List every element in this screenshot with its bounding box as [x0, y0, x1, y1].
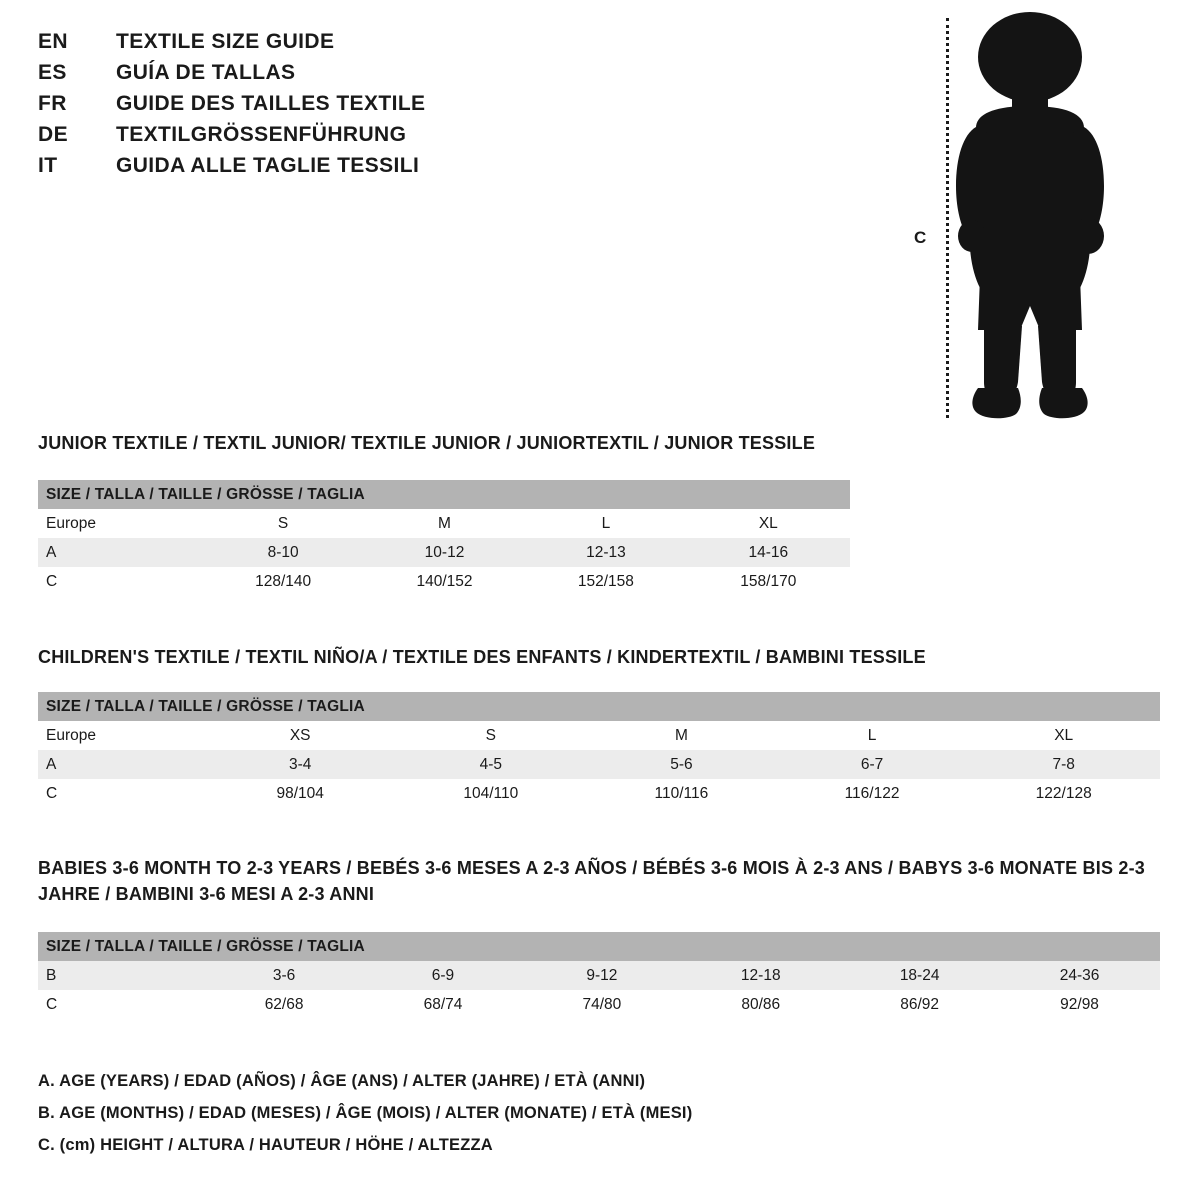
language-title: GUIDA ALLE TAGLIE TESSILI: [116, 154, 420, 177]
table-header-row: [38, 721, 1160, 750]
language-title: TEXTILE SIZE GUIDE: [116, 30, 335, 53]
table-cell: 158/170: [687, 567, 850, 596]
language-title: GUIDE DES TAILLES TEXTILE: [116, 92, 426, 115]
measurement-figure: [900, 10, 1170, 425]
legend-block: [38, 1065, 692, 1162]
table-row: [38, 538, 850, 567]
table-cell: 98/104: [205, 779, 396, 808]
table-row: [38, 567, 850, 596]
row-label: Europe: [38, 721, 205, 750]
legend-line-a: A. AGE (YEARS) / EDAD (AÑOS) / ÂGE (ANS) / ALTER (JAHRE) / ETÀ (ANNI): [38, 1072, 646, 1090]
table-row: [38, 990, 1160, 1019]
legend-line-c: C. (cm) HEIGHT / ALTURA / HAUTEUR / HÖHE / ALTEZZA: [38, 1136, 493, 1155]
table-cell: 74/80: [522, 990, 681, 1019]
table-cell: 12-13: [525, 538, 686, 567]
column-header: S: [395, 721, 586, 750]
table-band-row: [38, 932, 1160, 961]
language-code: FR: [38, 92, 67, 115]
table-cell: 18-24: [840, 961, 999, 990]
row-label: C: [38, 990, 205, 1019]
table-band-row: [38, 480, 850, 509]
children-size-table: [38, 692, 1160, 808]
table-cell: 3-4: [205, 750, 396, 779]
language-code: ES: [38, 61, 67, 84]
child-silhouette-icon: [930, 10, 1130, 425]
table-cell: 110/116: [586, 779, 777, 808]
section-heading-babies: BABIES 3-6 MONTH TO 2-3 YEARS / BEBÉS 3-6 MESES A 2-3 AÑOS / BÉBÉS 3-6 MOIS À 2-3 ANS / BABYS 3-6 MONATE BIS 2-3 JAHRE / BAMBINI 3-6 MESI A 2-3 ANNI: [38, 858, 1145, 905]
table-cell: 86/92: [840, 990, 999, 1019]
table-cell: 92/98: [999, 990, 1160, 1019]
height-measure-label: C: [914, 228, 927, 247]
language-row: [38, 61, 598, 92]
table-cell: 122/128: [967, 779, 1160, 808]
table-cell: 6-7: [777, 750, 968, 779]
row-label: B: [38, 961, 205, 990]
language-title: GUÍA DE TALLAS: [116, 61, 296, 84]
band-label: SIZE / TALLA / TAILLE / GRÖSSE / TAGLIA: [38, 480, 850, 509]
row-label: A: [38, 750, 205, 779]
table-row: [38, 750, 1160, 779]
table-cell: 116/122: [777, 779, 968, 808]
table-row: [38, 961, 1160, 990]
language-code: DE: [38, 123, 68, 146]
column-header: L: [525, 509, 686, 538]
language-code: EN: [38, 30, 68, 53]
babies-size-table: [38, 932, 1160, 1019]
legend-line-b: B. AGE (MONTHS) / EDAD (MESES) / ÂGE (MOIS) / ALTER (MONATE) / ETÀ (MESI): [38, 1104, 693, 1123]
column-header: XL: [967, 721, 1160, 750]
junior-size-table: [38, 480, 850, 596]
language-row: [38, 154, 598, 185]
column-header: L: [777, 721, 968, 750]
row-label: Europe: [38, 509, 202, 538]
table-cell: 7-8: [967, 750, 1160, 779]
language-title: TEXTILGRÖSSENFÜHRUNG: [116, 123, 407, 146]
table-cell: 9-12: [522, 961, 681, 990]
table-cell: 68/74: [364, 990, 523, 1019]
language-heading-block: [38, 30, 598, 185]
table-band-row: [38, 692, 1160, 721]
row-label: C: [38, 567, 202, 596]
table-cell: 128/140: [202, 567, 363, 596]
table-cell: 12-18: [681, 961, 840, 990]
band-label: SIZE / TALLA / TAILLE / GRÖSSE / TAGLIA: [38, 692, 1160, 721]
table-cell: 62/68: [205, 990, 364, 1019]
section-heading-junior: JUNIOR TEXTILE / TEXTIL JUNIOR/ TEXTILE JUNIOR / JUNIORTEXTIL / JUNIOR TESSILE: [38, 433, 816, 453]
table-cell: 14-16: [687, 538, 850, 567]
table-cell: 152/158: [525, 567, 686, 596]
section-heading-children: CHILDREN'S TEXTILE / TEXTIL NIÑO/A / TEXTILE DES ENFANTS / KINDERTEXTIL / BAMBINI TESSILE: [38, 647, 926, 667]
table-cell: 10-12: [364, 538, 525, 567]
table-cell: 3-6: [205, 961, 364, 990]
table-cell: 5-6: [586, 750, 777, 779]
table-cell: 140/152: [364, 567, 525, 596]
language-row: [38, 92, 598, 123]
table-cell: 104/110: [395, 779, 586, 808]
table-cell: 80/86: [681, 990, 840, 1019]
column-header: XS: [205, 721, 396, 750]
language-row: [38, 30, 598, 61]
row-label: A: [38, 538, 202, 567]
row-label: C: [38, 779, 205, 808]
language-code: IT: [38, 154, 58, 177]
table-cell: 8-10: [202, 538, 363, 567]
column-header: S: [202, 509, 363, 538]
table-header-row: [38, 509, 850, 538]
table-cell: 4-5: [395, 750, 586, 779]
table-row: [38, 779, 1160, 808]
column-header: XL: [687, 509, 850, 538]
table-cell: 24-36: [999, 961, 1160, 990]
table-cell: 6-9: [364, 961, 523, 990]
column-header: M: [586, 721, 777, 750]
language-row: [38, 123, 598, 154]
column-header: M: [364, 509, 525, 538]
band-label: SIZE / TALLA / TAILLE / GRÖSSE / TAGLIA: [38, 932, 1160, 961]
